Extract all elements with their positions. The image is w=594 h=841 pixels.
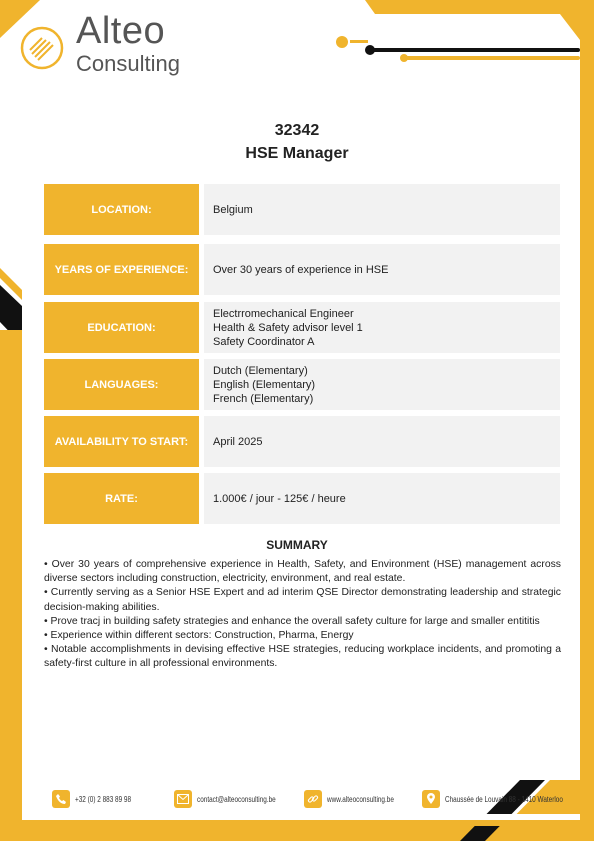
info-value-line: Over 30 years of experience in HSE bbox=[213, 263, 389, 276]
info-value-line: Belgium bbox=[213, 203, 253, 216]
info-row-availability bbox=[44, 416, 560, 467]
summary-body bbox=[44, 558, 561, 672]
mail-icon bbox=[174, 790, 192, 808]
footer-address bbox=[422, 790, 592, 808]
phone-icon bbox=[52, 790, 70, 808]
info-label: LANGUAGES: bbox=[44, 359, 199, 410]
info-row-education bbox=[44, 302, 560, 353]
info-row-experience bbox=[44, 244, 560, 295]
footer-contacts bbox=[52, 790, 572, 810]
postal-address: Chaussée de Louvain 88 - 1410 Waterloo bbox=[445, 794, 563, 804]
info-value bbox=[204, 184, 560, 235]
footer-phone[interactable] bbox=[52, 790, 145, 808]
footer-website[interactable] bbox=[304, 790, 411, 808]
info-label: EDUCATION: bbox=[44, 302, 199, 353]
info-value-line: 1.000€ / jour - 125€ / heure bbox=[213, 492, 346, 505]
info-value bbox=[204, 416, 560, 467]
info-label: RATE: bbox=[44, 473, 199, 524]
info-label: YEARS OF EXPERIENCE: bbox=[44, 244, 199, 295]
info-value-line: Safety Coordinator A bbox=[213, 335, 315, 348]
summary-heading: SUMMARY bbox=[266, 538, 328, 552]
info-row-location bbox=[44, 184, 560, 235]
summary-bullet: • Notable accomplishments in devising effective HSE strategies, reducing workplace incidents, and promoting a safety-first culture in all professional environments. bbox=[44, 644, 561, 670]
summary-bullet: • Prove tracj in building safety strategies and enhance the overall safety culture for large and smaller entititis bbox=[44, 615, 540, 627]
info-value-line: April 2025 bbox=[213, 435, 263, 448]
logo-circle-icon bbox=[20, 26, 64, 70]
info-value-line: English (Elementary) bbox=[213, 378, 316, 391]
profile-reference: 32342 bbox=[274, 122, 320, 139]
info-value-line: Dutch (Elementary) bbox=[213, 364, 308, 377]
link-icon bbox=[304, 790, 322, 808]
info-value bbox=[204, 244, 560, 295]
summary-bullet: • Over 30 years of comprehensive experience in Health, Safety, and Environment (HSE) management across diverse sectors including construction, electricity, environment, and real estate. bbox=[44, 559, 561, 585]
job-title: HSE Manager bbox=[245, 145, 349, 162]
info-row-rate bbox=[44, 473, 560, 524]
info-value-line: Electrromechanical Engineer bbox=[213, 307, 354, 320]
website-url: www.alteoconsulting.be bbox=[327, 794, 394, 804]
logo-text-primary: Alteo bbox=[76, 10, 166, 52]
info-value bbox=[204, 359, 560, 410]
summary-bullet: • Experience within different sectors: Construction, Pharma, Energy bbox=[44, 630, 354, 642]
phone-number: +32 (0) 2 883 89 98 bbox=[75, 794, 132, 804]
info-value bbox=[204, 302, 560, 353]
info-label: LOCATION: bbox=[44, 184, 199, 235]
info-value-line: Health & Safety advisor level 1 bbox=[213, 321, 363, 334]
email-address: contact@alteoconsulting.be bbox=[197, 794, 276, 804]
logo-text-secondary: Consulting bbox=[76, 51, 180, 76]
info-label: AVAILABILITY TO START: bbox=[44, 416, 199, 467]
info-value bbox=[204, 473, 560, 524]
footer-email[interactable] bbox=[174, 790, 295, 808]
info-value-line: French (Elementary) bbox=[213, 392, 314, 405]
location-pin-icon bbox=[422, 790, 440, 808]
summary-bullet: • Currently serving as a Senior HSE Expert and ad interim QSE Director demonstrating leadership and strategic decision-making abilities. bbox=[44, 587, 561, 613]
logo-mark bbox=[20, 26, 64, 70]
info-row-languages bbox=[44, 359, 560, 410]
